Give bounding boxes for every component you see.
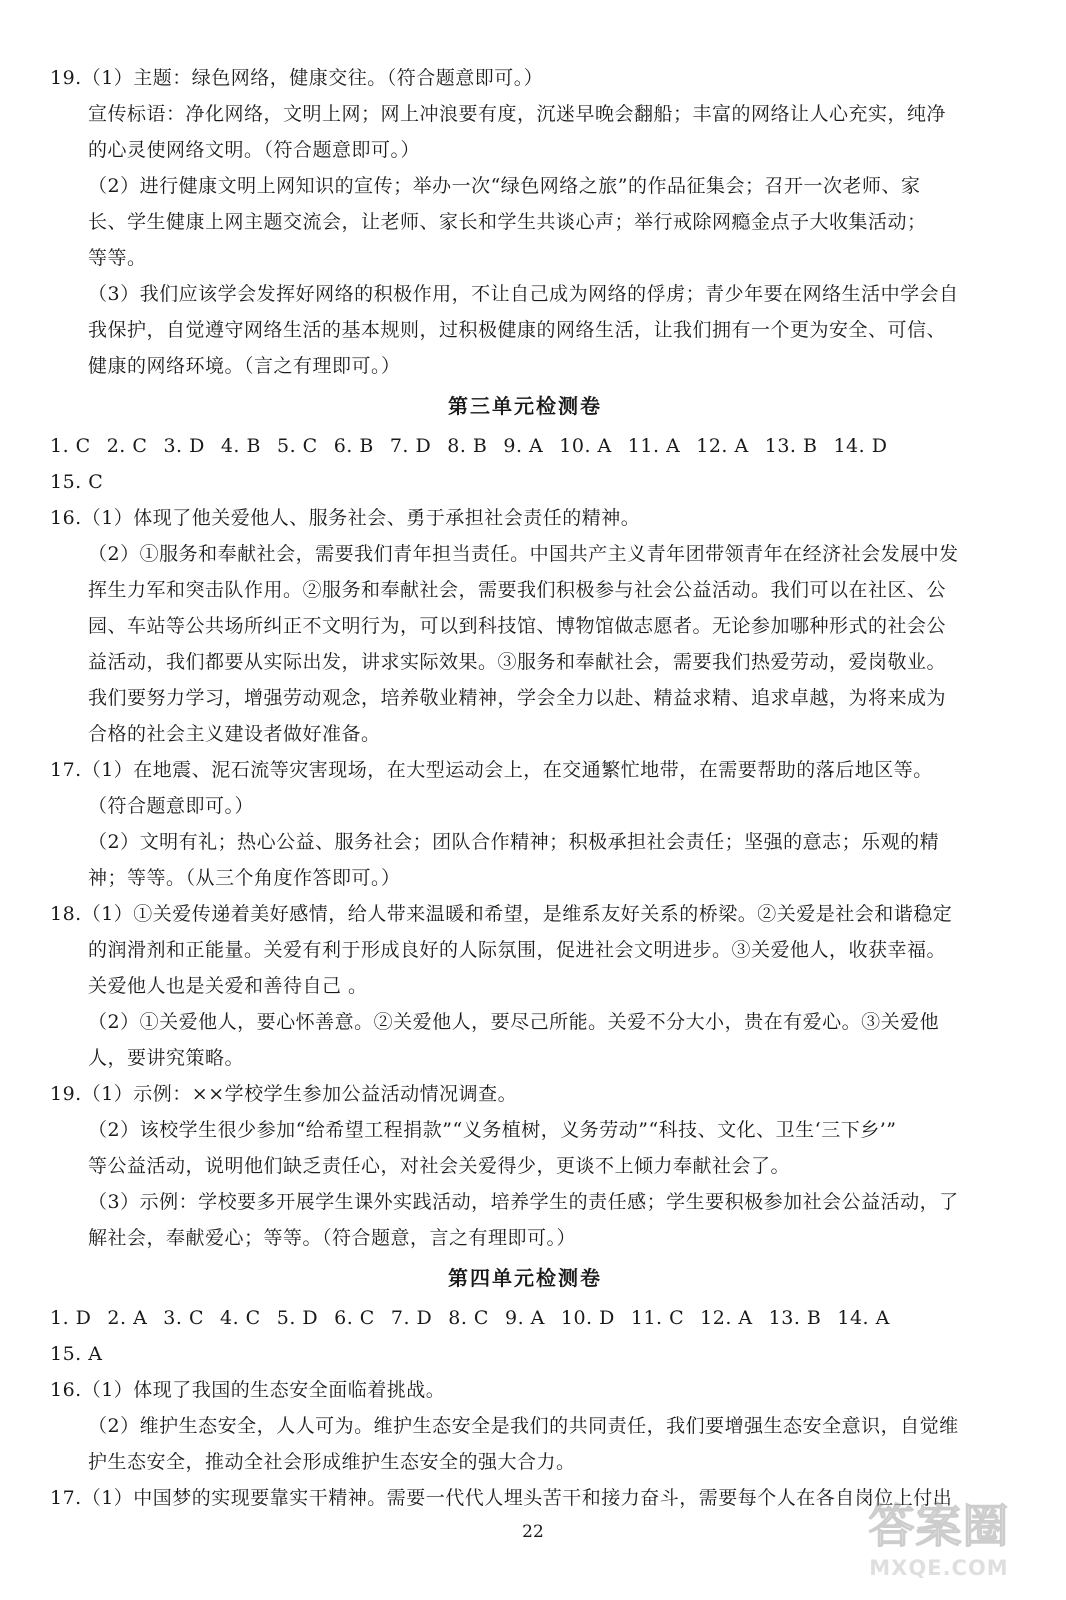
question-line: 17.（1）中国梦的实现要靠实干精神。需要一代代人埋头苦干和接力奋斗，需要每个人在各自岗位上付出 xyxy=(50,1487,953,1509)
answer-continuation-line: 护生态安全，推动全社会形成维护生态安全的强大合力。 xyxy=(88,1451,576,1473)
answer-item: 14. D xyxy=(833,435,888,457)
answer-continuation-line: 益活动，我们都要从实际出发，讲求实际效果。③服务和奉献社会，需要我们热爱劳动，爱岗敬业。 xyxy=(88,651,947,673)
answer-item: 13. B xyxy=(764,435,818,457)
answer-item: 5. C xyxy=(276,435,318,457)
answer-item: 7. D xyxy=(389,435,432,457)
answer-item: 12. A xyxy=(700,1307,753,1329)
answer-item: 9. A xyxy=(503,435,544,457)
answer-continuation-line: （2）进行健康文明上网知识的宣传；举办一次“绿色网络之旅”的作品征集会；召开一次老师、家 xyxy=(88,175,921,197)
watermark-logo xyxy=(864,1490,1014,1588)
answer-item: 13. B xyxy=(768,1307,822,1329)
watermark-url: MXQE.COM xyxy=(869,1556,1009,1580)
answer-continuation-line: 等等。 xyxy=(88,247,147,269)
answer-item: 12. A xyxy=(696,435,749,457)
answer-continuation-line: 我保护，自觉遵守网络生活的基本规则，过积极健康的网络生活，让我们拥有一个更为安全、可信、 xyxy=(88,319,947,341)
answer-item: 14. A xyxy=(837,1307,890,1329)
answer-continuation-line: （2）文明有礼；热心公益、服务社会；团队合作精神；积极承担社会责任；坚强的意志；乐观的精 xyxy=(88,831,940,853)
question-line: 17.（1）在地震、泥石流等灾害现场，在大型运动会上，在交通繁忙地带，在需要帮助的落后地区等。 xyxy=(50,759,933,781)
answer-continuation-line: 合格的社会主义建设者做好准备。 xyxy=(88,723,381,745)
answer-continuation-line: （2）该校学生很少参加“给希望工程捐款”“义务植树，义务劳动”“科技、文化、卫生‘三下乡’” xyxy=(88,1119,897,1141)
answer-item: 2. C xyxy=(106,435,148,457)
answer-continuation-line: （2）①服务和奉献社会，需要我们青年担当责任。中国共产主义青年团带领青年在经济社会发展中发 xyxy=(88,543,959,565)
question-line: 18.（1）①关爱传递着美好感情，给人带来温暖和希望，是维系友好关系的桥梁。②关爱是社会和谐稳定 xyxy=(50,903,953,925)
answer-item: 8. B xyxy=(447,435,488,457)
answer-item: 1. C xyxy=(50,435,91,457)
question-line: 16.（1）体现了他关爱他人、服务社会、勇于承担社会责任的精神。 xyxy=(50,507,641,529)
section-title: 第四单元检测卷 xyxy=(448,1266,602,1290)
question-line: 15. A xyxy=(50,1343,103,1365)
answer-continuation-line: （2）①关爱他人，要心怀善意。②关爱他人，要尽己所能。关爱不分大小，贵在有爱心。③关爱他 xyxy=(88,1011,940,1033)
answer-continuation-line: 挥生力军和突击队作用。②服务和奉献社会，需要我们积极参与社会公益活动。我们可以在社区、公 xyxy=(88,579,947,601)
answer-item: 11. C xyxy=(630,1307,685,1329)
question-line: 19.（1）主题：绿色网络，健康交往。（符合题意即可。） xyxy=(50,67,544,89)
question-line: 16.（1）体现了我国的生态安全面临着挑战。 xyxy=(50,1379,446,1401)
answer-item: 9. A xyxy=(504,1307,545,1329)
answer-continuation-line: 我们要努力学习，增强劳动观念，培养敬业精神，学会全力以赴、精益求精、追求卓越，为将来成为 xyxy=(88,687,947,709)
answer-item: 10. A xyxy=(559,435,612,457)
answer-item: 4. B xyxy=(220,435,261,457)
section-title: 第三单元检测卷 xyxy=(448,394,602,418)
answer-item: 5. D xyxy=(276,1307,319,1329)
answer-continuation-line: 健康的网络环境。（言之有理即可。） xyxy=(88,355,401,377)
answer-continuation-line: 神；等等。（从三个角度作答即可。） xyxy=(88,867,401,889)
answer-item: 2. A xyxy=(107,1307,148,1329)
answer-item: 8. C xyxy=(448,1307,489,1329)
answer-item: 11. A xyxy=(627,435,681,457)
answer-continuation-line: 的心灵使网络文明。（符合题意即可。） xyxy=(88,139,421,161)
answer-continuation-line: （符合题意即可。） xyxy=(88,795,255,817)
question-line: 19.（1）示例：××学校学生参加公益活动情况调查。 xyxy=(50,1083,518,1105)
answer-continuation-line: 长、学生健康上网主题交流会，让老师、家长和学生共谈心声；举行戒除网瘾金点子大收集活动； xyxy=(88,211,927,233)
watermark-logo-text: 答案圈 xyxy=(868,1499,1010,1553)
answer-item: 4. C xyxy=(220,1307,261,1329)
answer-item: 1. D xyxy=(50,1307,92,1329)
answer-continuation-line: 人，要讲究策略。 xyxy=(88,1047,245,1069)
answer-item: 6. C xyxy=(334,1307,375,1329)
answer-continuation-line: 等公益活动，说明他们缺乏责任心，对社会关爱得少，更谈不上倾力奉献社会了。 xyxy=(88,1155,791,1177)
answer-continuation-line: 宣传标语：净化网络，文明上网；网上冲浪要有度，沉迷早晚会翻船；丰富的网络让人心充实，纯净 xyxy=(88,103,947,125)
answer-item: 3. C xyxy=(163,1307,205,1329)
answer-continuation-line: （3）我们应该学会发挥好网络的积极作用，不让自己成为网络的俘虏；青少年要在网络生活中学会自 xyxy=(88,283,959,305)
answer-continuation-line: 关爱他人也是关爱和善待自己 。 xyxy=(88,975,368,997)
answer-item: 10. D xyxy=(560,1307,615,1329)
answer-continuation-line: 的润滑剂和正能量。关爱有利于形成良好的人际氛围，促进社会文明进步。③关爱他人，收获幸福。 xyxy=(88,939,947,961)
answer-item: 3. D xyxy=(163,435,205,457)
question-line: 15. C xyxy=(50,471,104,493)
answer-continuation-line: 园、车站等公共场所纠正不文明行为，可以到科技馆、博物馆做志愿者。无论参加哪种形式的社会公 xyxy=(88,615,947,637)
answer-continuation-line: （2）维护生态安全，人人可为。维护生态安全是我们的共同责任，我们要增强生态安全意识，自觉维 xyxy=(88,1415,959,1437)
answer-continuation-line: （3）示例：学校要多开展学生课外实践活动，培养学生的责任感；学生要积极参加社会公益活动，了 xyxy=(88,1191,959,1213)
answer-continuation-line: 解社会，奉献爱心；等等。（符合题意，言之有理即可。） xyxy=(88,1227,577,1249)
answer-key-row xyxy=(50,1300,1000,1336)
answer-item: 7. D xyxy=(390,1307,433,1329)
page-number: 22 xyxy=(522,1522,544,1542)
page-content xyxy=(50,60,1000,1516)
answer-key-row xyxy=(50,428,1000,464)
answer-item: 6. B xyxy=(333,435,374,457)
